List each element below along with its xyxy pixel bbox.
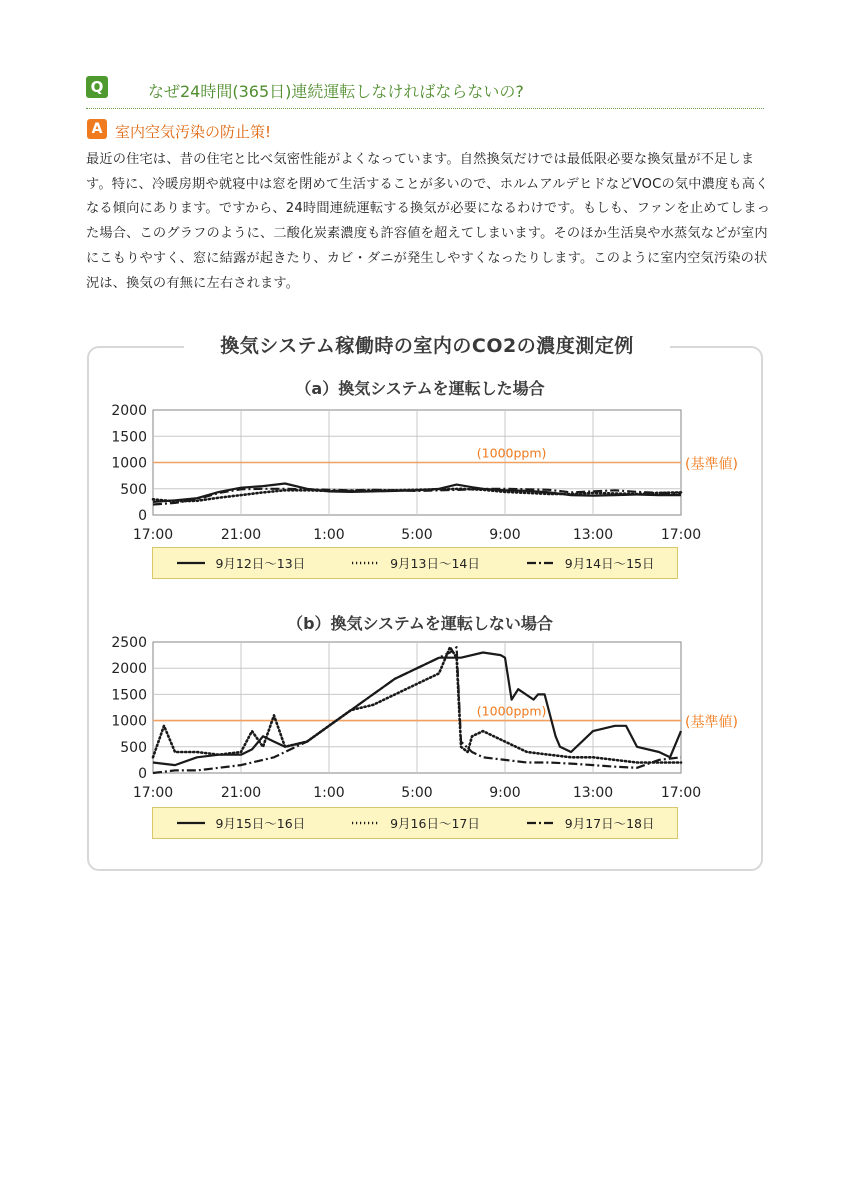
legend-label: 9月16日〜17日 <box>390 816 480 831</box>
legend-label: 9月12日〜13日 <box>215 556 306 571</box>
legend-label: 9月14日〜15日 <box>564 556 655 571</box>
y-tick-label: 0 <box>138 508 147 524</box>
y-tick-label: 1500 <box>111 687 147 704</box>
x-tick-label: 17:00 <box>660 527 702 543</box>
x-tick-label: 5:00 <box>401 527 433 543</box>
panel-title: 換気システム稼働時の室内のCO2の濃度測定例 <box>184 331 670 358</box>
x-tick-label: 21:00 <box>220 785 262 801</box>
x-tick-label: 21:00 <box>220 527 262 543</box>
reference-side-label: (基準値) <box>685 456 738 473</box>
y-tick-label: 2000 <box>111 403 147 419</box>
body-paragraph: 最近の住宅は、昔の住宅と比べ気密性能がよくなっています。自然換気だけでは最低限必要な換気量が不足します。特に、冷暖房期や就寝中は窓を閉めて生活することが多いので、ホルムアルデヒドなどVOCの気中濃度も高くなる傾向にあります。ですから、24時間連続運転する換気が必要になるわけです。もしも、ファンを止めてしまった場合、このグラフのように、二酸化炭素濃度も許容値を超えてしまいます。そのほか生活臭や水蒸気などが室内にこもりやすく、窓に結露が起きたり、カビ・ダニが発生しやすくなったりします。このように室内空気汚染の状況は、換気の有無に左右されます。 <box>86 152 771 291</box>
y-tick-label: 2500 <box>111 635 147 651</box>
y-tick-label: 1000 <box>111 713 147 730</box>
question-title: なぜ24時間(365日)連続運転しなければならないの? <box>148 82 524 101</box>
y-tick-label: 0 <box>138 766 147 782</box>
answer-title: 室内空気汚染の防止策! <box>115 123 272 141</box>
y-tick-label: 1000 <box>111 455 147 472</box>
x-tick-label: 17:00 <box>660 785 702 801</box>
x-tick-label: 9:00 <box>489 527 521 543</box>
reference-label: (1000ppm) <box>476 445 547 461</box>
y-tick-label: 500 <box>120 739 147 756</box>
y-tick-label: 500 <box>120 481 147 498</box>
answer-badge: A <box>87 119 107 139</box>
y-tick-label: 1500 <box>111 429 147 446</box>
legend-item-2 <box>350 814 480 832</box>
x-tick-label: 17:00 <box>132 785 174 801</box>
chart-b-title: （b）換気システムを運転しない場合 <box>287 614 553 633</box>
x-tick-label: 9:00 <box>489 785 521 801</box>
x-tick-label: 17:00 <box>132 527 174 543</box>
legend-swatch <box>525 818 557 828</box>
legend-swatch <box>175 818 207 828</box>
x-tick-label: 5:00 <box>401 785 433 801</box>
x-tick-label: 13:00 <box>572 785 614 801</box>
x-tick-label: 13:00 <box>572 527 614 543</box>
legend-label: 9月13日〜14日 <box>390 556 480 571</box>
x-tick-label: 1:00 <box>313 785 345 801</box>
legend-label: 9月15日〜16日 <box>215 816 306 831</box>
chart-a-title: （a）換気システムを運転した場合 <box>295 379 545 398</box>
legend-swatch <box>350 818 382 828</box>
x-tick-label: 1:00 <box>313 527 345 543</box>
legend-label: 9月17日〜18日 <box>564 816 655 831</box>
reference-label: (1000ppm) <box>476 703 547 719</box>
legend-item-1 <box>175 814 305 832</box>
chart-b-legend <box>152 807 678 839</box>
y-tick-label: 2000 <box>111 661 147 678</box>
reference-side-label: (基準値) <box>685 714 738 731</box>
legend-item-3 <box>525 814 655 832</box>
question-badge: Q <box>86 76 108 98</box>
